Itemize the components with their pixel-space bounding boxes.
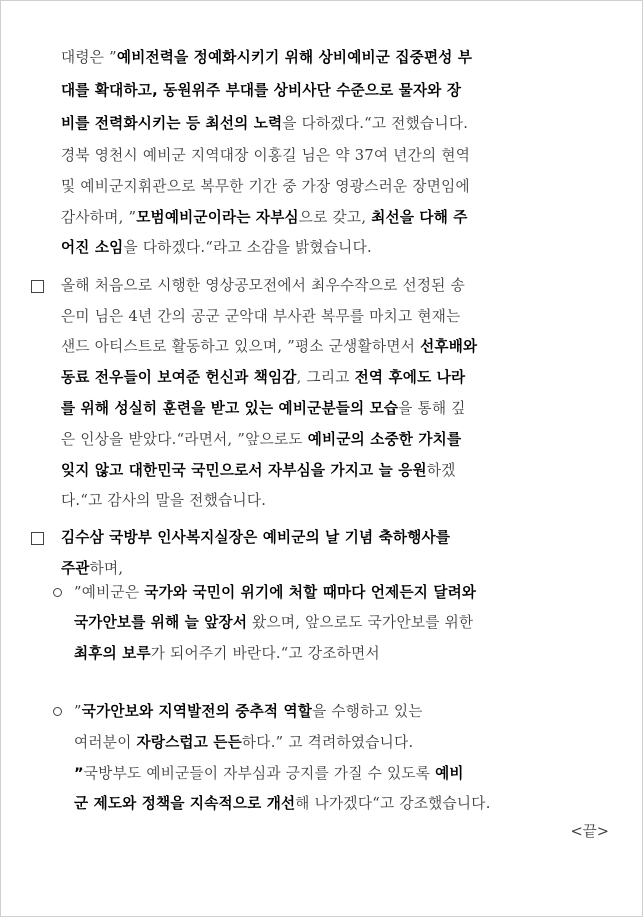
emphasis-text: 김수삼 국방부 인사복지실장은 예비군의 날 기념 축하행사를 — [61, 529, 451, 546]
body-text: 및 예비군지휘관으로 복무한 기간 중 가장 영광스러운 장면임에 — [61, 178, 470, 195]
body-text: 으로 갖고, — [298, 209, 372, 226]
emphasis-text: 최선을 다해 주 — [371, 209, 468, 226]
emphasis-text: 비를 전력화시키는 등 최선의 노력 — [61, 115, 283, 132]
text-line — [61, 238, 372, 258]
body-text: 하다.” 고 격려하였습니다. — [241, 734, 414, 751]
emphasis-text: 대를 확대하고, 동원위주 부대를 상비사단 수준으로 물자와 장 — [61, 82, 462, 99]
body-text: 해 나가겠다“고 강조했습니다. — [295, 795, 491, 812]
emphasis-text: 를 위해 성실히 훈련을 받고 있는 예비군분들의 모습 — [61, 400, 399, 417]
emphasis-text: 자랑스럽고 든든 — [136, 734, 242, 751]
body-text: 을 다하겠다.“고 전했습니다. — [282, 115, 469, 132]
emphasis-text: ” — [74, 765, 84, 782]
text-line — [61, 81, 461, 101]
emphasis-text: 예비전력을 정예화시키기 위해 상비예비군 집중편성 부 — [116, 49, 473, 66]
text-line — [74, 644, 380, 664]
body-text: ”예비군은 — [74, 584, 145, 601]
emphasis-text: 국가와 국민이 위기에 처할 때마다 언제든지 달려와 — [144, 584, 477, 601]
body-text: 은미 님은 4년 간의 공군 군악대 부사관 복무를 마치고 현재는 — [61, 308, 461, 325]
emphasis-text: 예비 — [435, 765, 464, 782]
text-line — [61, 491, 266, 511]
text-line — [61, 208, 468, 228]
text-line — [74, 733, 413, 753]
body-text: 경북 영천시 예비군 지역대장 이홍길 님은 약 37여 년간의 현역 — [61, 147, 471, 164]
text-line — [61, 430, 461, 450]
emphasis-text: 전역 후에도 나라 — [354, 369, 466, 386]
emphasis-text: 잊지 않고 대한민국 국민으로서 자부심을 가지고 늘 응원 — [61, 462, 427, 479]
body-text: 샌드 아티스트로 활동하고 있으며, ”평소 군생활하면서 — [61, 338, 421, 355]
emphasis-text: 선후배와 — [420, 338, 478, 355]
body-text: 여러분이 — [74, 734, 137, 751]
emphasis-text: 주관 — [61, 560, 90, 577]
text-line — [74, 583, 476, 603]
body-text: 왔으며, 앞으로도 국가안보를 위한 — [247, 614, 474, 631]
emphasis-text: 국가안보와 지역발전의 중추적 역할 — [81, 703, 313, 720]
text-line — [74, 764, 464, 784]
text-line — [74, 702, 423, 722]
text-line — [61, 177, 470, 197]
checkbox-square-icon — [31, 280, 44, 293]
emphasis-text: 모범예비군이라는 자부심 — [136, 209, 299, 226]
text-line — [61, 114, 468, 134]
text-line — [61, 146, 470, 166]
body-text: 가 되어주기 바란다.“고 강조하면서 — [150, 645, 380, 662]
text-line — [74, 794, 491, 814]
text-line — [61, 559, 123, 579]
body-text: 을 수행하고 있는 — [312, 703, 423, 720]
body-text: , 그리고 — [296, 369, 355, 386]
text-line — [61, 461, 456, 481]
body-text: 하며, — [89, 560, 124, 577]
emphasis-text: 동료 전우들이 보여준 헌신과 책임감 — [61, 369, 297, 386]
emphasis-text: 예비군의 소중한 가치를 — [307, 431, 462, 448]
body-text: 을 다하겠다.“라고 소감을 밝혔습니다. — [123, 239, 372, 256]
body-text: 다.“고 감사의 말을 전했습니다. — [61, 492, 267, 509]
body-text: 은 인상을 받았다.“라면서, ”앞으로도 — [61, 431, 308, 448]
bullet-circle-icon — [53, 588, 62, 597]
text-line — [74, 613, 473, 633]
emphasis-text: 최후의 보루 — [74, 645, 151, 662]
emphasis-text: 어진 소임 — [61, 239, 124, 256]
text-line — [61, 48, 472, 68]
text-line — [61, 276, 465, 296]
checkbox-square-icon — [31, 532, 44, 545]
text-line — [61, 399, 466, 419]
text-line — [61, 368, 465, 388]
emphasis-text: 군 제도와 정책을 지속적으로 개선 — [74, 795, 296, 812]
text-line — [61, 307, 461, 327]
bullet-circle-icon — [53, 707, 62, 716]
text-line — [61, 528, 450, 548]
end-mark: <끝> — [570, 823, 609, 840]
body-text: 감사하며, ” — [61, 209, 137, 226]
body-text: ” — [74, 703, 82, 720]
body-text: 대령은 ” — [61, 49, 117, 66]
body-text: 국방부도 예비군들이 자부심과 긍지를 가질 수 있도록 — [83, 765, 436, 782]
body-text: 하겠 — [426, 462, 456, 479]
body-text: 올해 처음으로 시행한 영상공모전에서 최우수작으로 선정된 송 — [61, 277, 465, 294]
body-text: 을 통해 깊 — [398, 400, 466, 417]
text-line — [61, 337, 477, 357]
emphasis-text: 국가안보를 위해 늘 앞장서 — [74, 614, 248, 631]
